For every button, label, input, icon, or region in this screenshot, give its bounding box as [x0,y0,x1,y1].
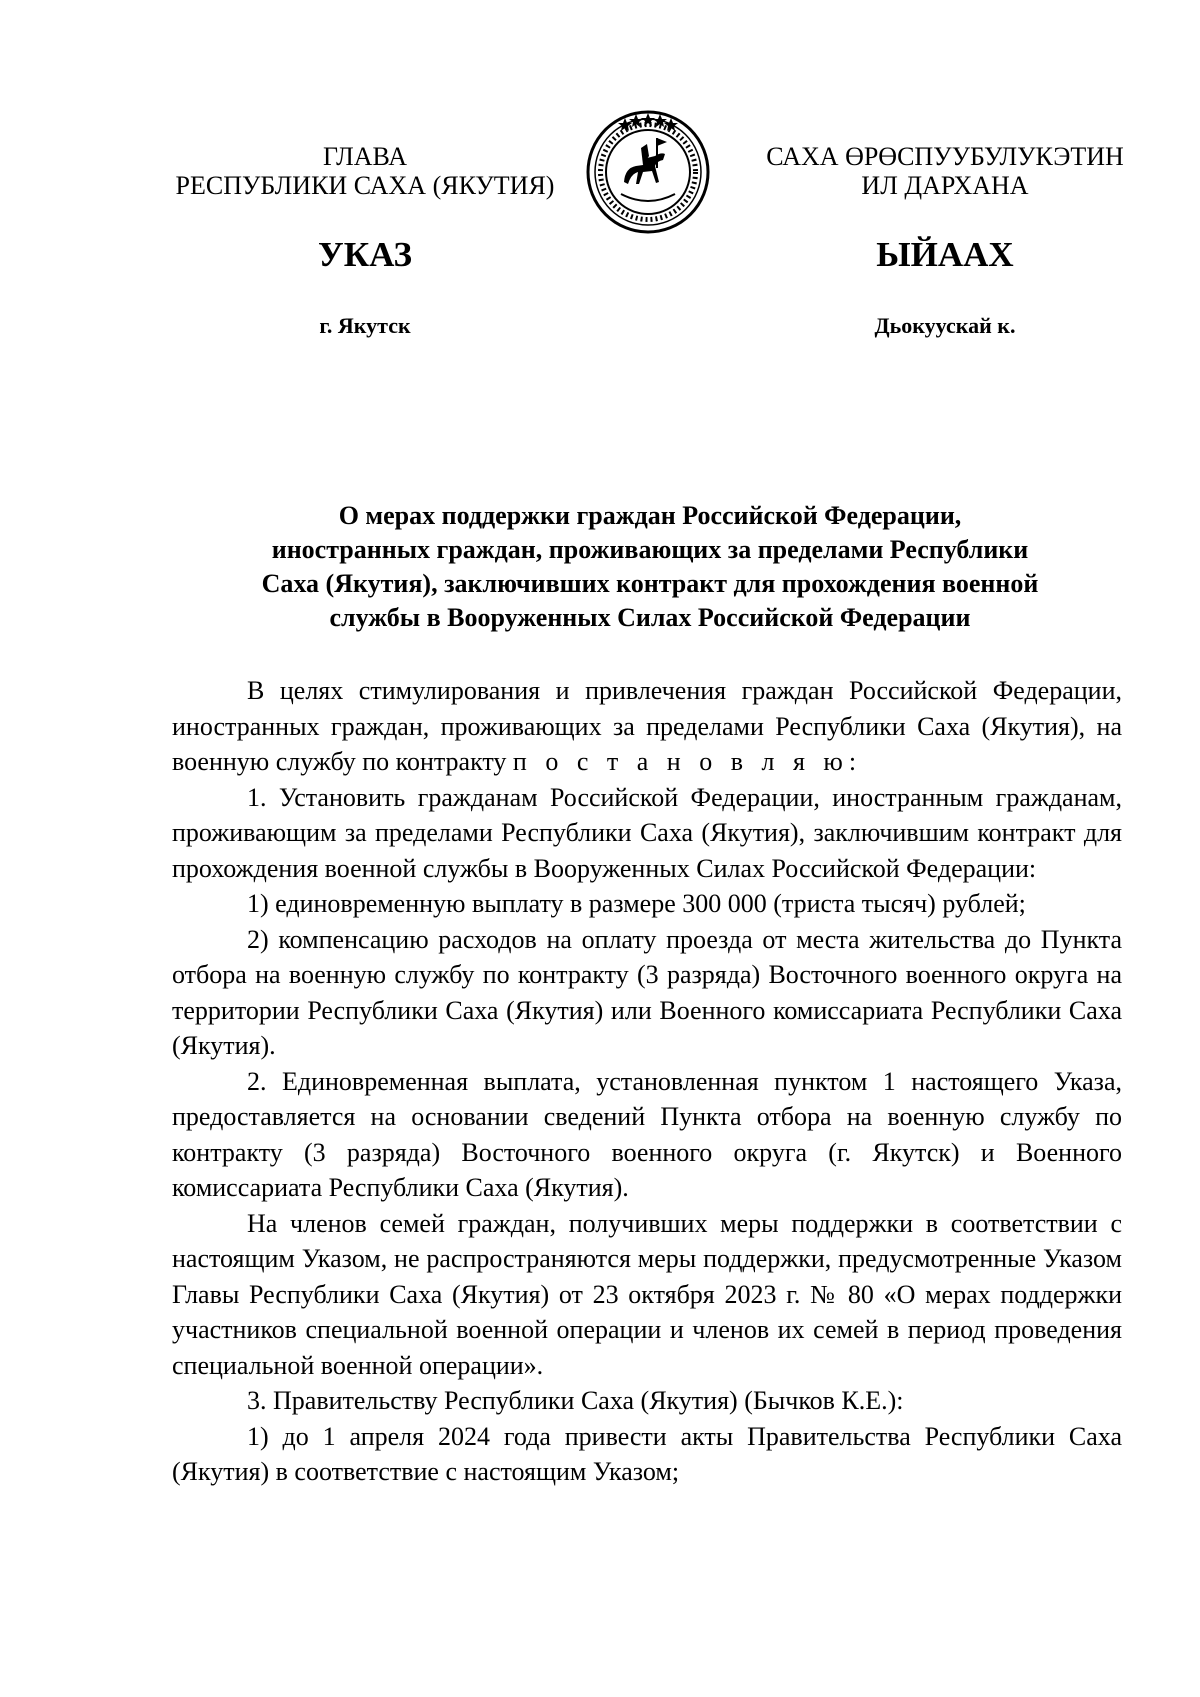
title-line-3: Саха (Якутия), заключивших контракт для прохождения военной [261,569,1039,598]
document-body [172,673,1122,1490]
title-line-4: службы в Вооруженных Силах Российской Федерации [329,603,971,632]
title-line-2: иностранных граждан, проживающих за пределами Республики [271,535,1029,564]
paragraph-preamble [172,673,1122,780]
paragraph-2-note: На членов семей граждан, получивших меры поддержки в соответствии с настоящим Указом, не распространяются меры поддержки, предусмотренные Указом Главы Республики Саха (Якутия) от 23 октября 2023 г. № 80 «О мерах поддержки участников специальной военной операции и членов их семей в период проведения специальной военной операции». [172,1208,1122,1380]
paragraph-2: 2. Единовременная выплата, установленная пунктом 1 настоящего Указа, предоставляется на основании сведений Пункта отбора на военную службу по контракту (3 разряда) Восточного военного округа (г. Якутск) и Военного комиссариата Республики Саха (Якутия). [172,1066,1122,1202]
preamble-text: В целях стимулирования и привлечения граждан Российской Федерации, иностранных граждан, проживающих за пределами Республики Саха (Якутия), на военную службу по контракту [172,676,1122,776]
city-sah: Дьокуускай к. [874,313,1016,338]
decree-label-ru: УКАЗ [318,235,412,274]
paragraph-3-1: 1) до 1 апреля 2024 года привести акты Правительства Республики Саха (Якутия) в соответствие с настоящим Указом; [172,1421,1122,1486]
paragraph-1-1: 1) единовременную выплату в размере 300 000 (триста тысяч) рублей; [247,889,1026,918]
header-right [745,142,1145,200]
header-right-line1: САХА ӨРӨСПУУБУЛУКЭТИН [766,142,1124,171]
title-line-1: О мерах поддержки граждан Российской Федерации, [338,501,962,530]
header-left [140,142,590,200]
paragraph-1: 1. Установить гражданам Российской Федерации, иностранным гражданам, проживающим за пределами Республики Саха (Якутия), заключившим контракт для прохождения военной службы в Вооруженных Силах Российской Федерации: [172,782,1122,883]
header-right-line2: ИЛ ДАРХАНА [861,171,1029,200]
decree-label-sah: ЫЙААХ [876,235,1014,274]
paragraph-3: 3. Правительству Республики Саха (Якутия) (Бычков К.Е.): [247,1386,904,1415]
paragraph-1-2: 2) компенсацию расходов на оплату проезда от места жительства до Пункта отбора на военную службу по контракту (3 разряда) Восточного военного округа на территории Республики Саха (Якутия) или Военного комиссариата Республики Саха (Якутия). [172,924,1122,1060]
header-left-line1: ГЛАВА [323,142,407,171]
coat-of-arms-icon [581,108,715,236]
city-ru: г. Якутск [319,313,411,338]
header-left-line2: РЕСПУБЛИКИ САХА (ЯКУТИЯ) [175,171,555,200]
resolve-word: п о с т а н о в л я ю: [512,747,863,776]
document-title [170,499,1130,635]
